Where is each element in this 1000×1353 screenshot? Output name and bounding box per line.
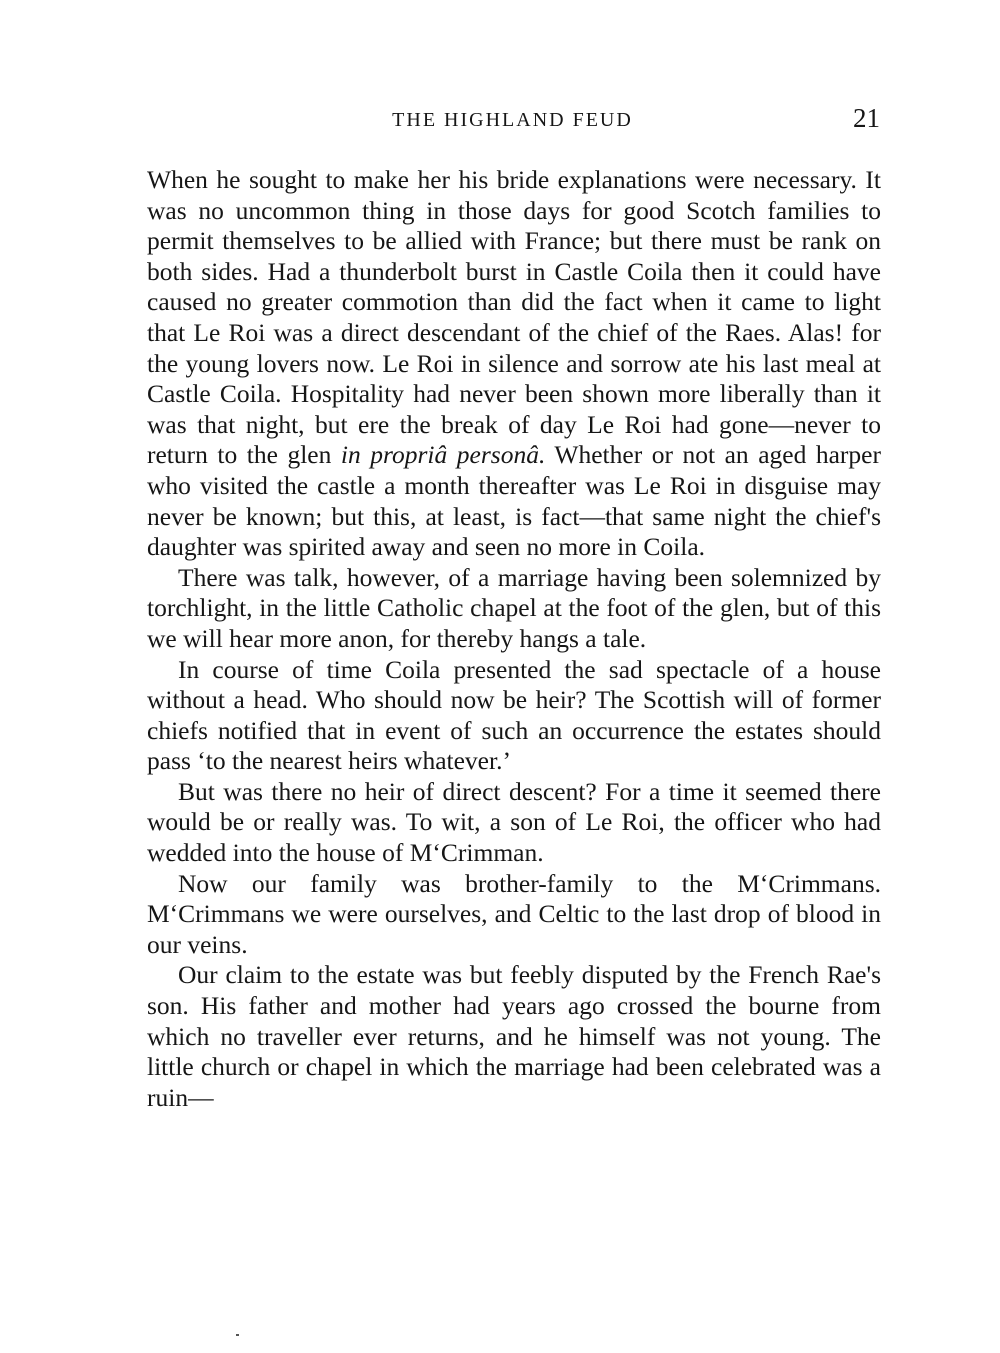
- latin-phrase: in propriâ personâ.: [340, 440, 546, 470]
- page-header: [145, 103, 880, 137]
- paragraph-1-text-a: When he sought to make her his bride explanations were necessary. It was no uncommon thing in those days for good Scotch families to permit themselves to be allied with France; but there must be rank on both sides. Had a thunderbolt burst in Castle Coila then it could have caused no greater commotion than did the fact when it came to light that Le Roi was a direct descendant of the chief of the Raes. Alas! for the young lovers now. Le Roi in silence and sorrow ate his last meal at Castle Coila. Hospitality had never been shown more liberally than it was that night, but ere the break of day Le Roi had gone—never to return to the glen: [147, 165, 881, 470]
- paragraph-2: There was talk, however, of a marriage having been solemnized by torchlight, in the little Catholic chapel at the foot of the glen, but of this we will hear more anon, for thereby hangs a tale.: [147, 562, 881, 653]
- paragraph-6: Our claim to the estate was but feebly disputed by the French Rae's son. His father and mother had years ago crossed the bourne from which no traveller ever returns, and he himself was not young. The little church or chapel in which the marriage had been celebrated was a ruin—: [147, 960, 881, 1112]
- ink-speck: [236, 1334, 239, 1336]
- paragraph-5: Now our family was brother-family to the M‘Crimmans. M‘Crimmans we were ourselves, and Celtic to the last drop of blood in our veins.: [147, 868, 881, 959]
- paragraph-1-text-b: Whether or not an aged harper who visited the castle a month thereafter was Le Roi in disguise may never be known; but this, at least, is fact—that same night the chief's daughter was spirited away and seen no more in Coila.: [147, 440, 881, 562]
- paragraph-3: In course of time Coila presented the sad spectacle of a house without a head. Who should now be heir? The Scottish will of former chiefs notified that in event of such an occurrence the estates should pass ‘to the nearest heirs whatever.’: [147, 654, 881, 776]
- paragraph-1: [147, 165, 881, 563]
- body-text: [147, 165, 881, 1113]
- page-number: 21: [853, 103, 880, 133]
- running-title: THE HIGHLAND FEUD: [392, 109, 633, 131]
- paragraph-4: But was there no heir of direct descent? For a time it seemed there would be or really was. To wit, a son of Le Roi, the officer who had wedded into the house of M‘Crimman.: [147, 776, 881, 868]
